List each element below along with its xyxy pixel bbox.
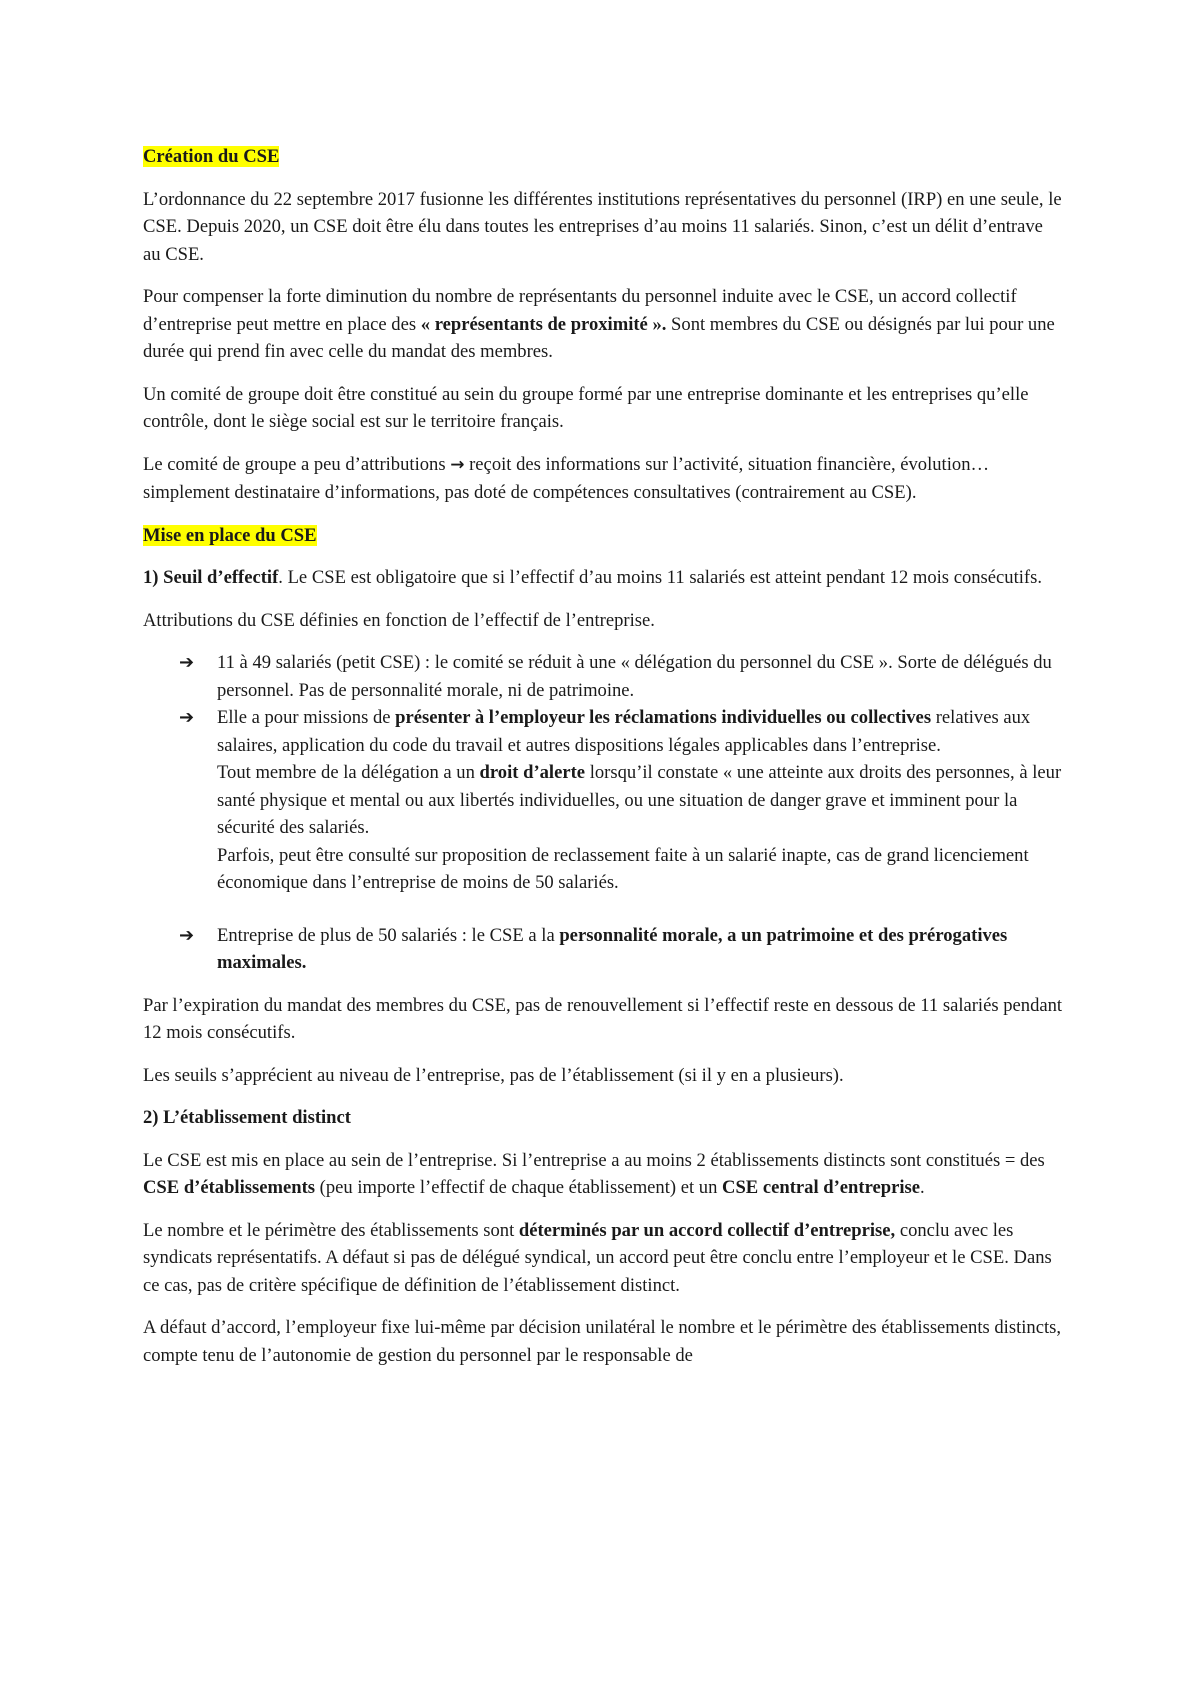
- list-item-text: [217, 704, 1063, 759]
- subheading-etablissement: 2) L’établissement distinct: [143, 1107, 351, 1128]
- paragraph-attributions: Attributions du CSE définies en fonction de l’effectif de l’entreprise.: [143, 609, 655, 631]
- text-run: Le CSE est mis en place au sein de l’entreprise. Si l’entreprise a au moins 2 établissements distincts sont constitués = des: [143, 1149, 1045, 1171]
- text-run: Sont membres du CSE ou désignés par lui pour une durée qui prend fin avec celle du mandat des membres.: [143, 313, 1055, 362]
- text-run: . Le CSE est obligatoire que si l’effectif d’au moins 11 salariés est atteint pendant 12 mois consécutifs.: [278, 567, 1042, 588]
- heading-highlight: Mise en place du CSE: [143, 524, 317, 546]
- bold-run: CSE d’établissements: [143, 1177, 316, 1198]
- text-run: Tout membre de la délégation a un: [217, 762, 480, 783]
- heading-highlight: Création du CSE: [143, 146, 280, 167]
- text-run: Entreprise de plus de 50 salariés : le CSE a la: [217, 924, 560, 946]
- bold-run: présenter à l’employeur les réclamations individuelles ou collectives: [395, 707, 932, 728]
- paragraph-representants-proximite: [143, 283, 1063, 366]
- paragraph-attributions-groupe: [143, 451, 1063, 507]
- list-item: [143, 704, 1063, 897]
- arrow-bullet-icon: ➔: [179, 924, 195, 946]
- paragraph-expiration-mandat: Par l’expiration du mandat des membres du CSE, pas de renouvellement si l’effectif reste en dessous de 11 salariés pendant 12 mois consécutifs.: [143, 994, 1063, 1043]
- text-run: relatives aux salaires, application du code du travail et autres dispositions légales applicables dans l’entreprise.: [217, 707, 1031, 756]
- subheading-seuil: 1) Seuil d’effectif: [143, 567, 279, 588]
- arrow-bullet-list: [143, 649, 1063, 977]
- list-item-text: [217, 925, 1007, 974]
- bold-run: personnalité morale, a un patrimoine et des prérogatives maximales.: [217, 924, 1008, 973]
- text-run: Le comité de groupe a peu d’attributions: [143, 453, 451, 475]
- section-heading-mise-en-place: [143, 522, 1063, 550]
- bold-run: « représentants de proximité ».: [420, 313, 667, 335]
- bold-run: CSE central d’entreprise: [722, 1177, 920, 1198]
- paragraph-seuil-effectif: [143, 564, 1063, 592]
- text-run: reçoit des informations sur l’activité, situation financière, évolution… simplement destinataire d’informations, pas doté de compétences consultatives (contrairement au CSE).: [143, 453, 990, 503]
- list-item-text: [217, 759, 1063, 842]
- text-run: conclu avec les syndicats représentatifs. A défaut si pas de délégué syndical, un accord peut être conclu entre l’employeur et le CSE. Dans ce cas, pas de critère spécifique de définition de l’établissement distinct.: [143, 1219, 1052, 1296]
- text-run: Pour compenser la forte diminution du nombre de représentants du personnel induite avec le CSE, un accord collectif d’entreprise peut mettre en place des: [143, 286, 1017, 335]
- text-run: .: [920, 1177, 925, 1198]
- bold-run: droit d’alerte: [479, 762, 586, 783]
- arrow-bullet-icon: ➔: [179, 652, 195, 673]
- paragraph-seuils: Les seuils s’apprécient au niveau de l’entreprise, pas de l’établissement (si il y en a plusieurs).: [143, 1064, 844, 1086]
- paragraph-subheading-etablissement: [143, 1104, 1063, 1132]
- paragraph-defaut-accord: A défaut d’accord, l’employeur fixe lui-même par décision unilatéral le nombre et le périmètre des établissements distincts, compte tenu de l’autonomie de gestion du personnel par le responsable de: [143, 1317, 1062, 1366]
- list-item-text: Parfois, peut être consulté sur proposition de reclassement faite à un salarié inapte, cas de grand licenciement économique dans l’entreprise de moins de 50 salariés.: [217, 844, 1029, 893]
- list-item: [143, 922, 1063, 977]
- arrow-bullet-icon: ➔: [179, 707, 195, 728]
- paragraph-ordonnance: L’ordonnance du 22 septembre 2017 fusionne les différentes institutions représentatives du personnel (IRP) en une seule, le CSE. Depuis 2020, un CSE doit être élu dans toutes les entreprises d’au moins 11 salariés. Sinon, c’est un délit d’entrave au CSE.: [143, 188, 1062, 265]
- arrow-right-icon: →: [450, 454, 465, 475]
- text-run: lorsqu’il constate « une atteinte aux droits des personnes, à leur santé physique et mental ou aux libertés individuelles, ou une situation de danger grave et imminent pour la sécurité des salariés.: [217, 762, 1062, 838]
- text-run: (peu importe l’effectif de chaque établissement) et un: [315, 1177, 723, 1198]
- text-run: Le nombre et le périmètre des établissements sont: [143, 1219, 519, 1241]
- list-item-text: 11 à 49 salariés (petit CSE) : le comité se réduit à une « délégation du personnel du CSE ». Sorte de délégués du personnel. Pas de personnalité morale, ni de patrimoine.: [217, 652, 1052, 701]
- section-heading-creation: [143, 143, 1063, 171]
- document-page: [143, 143, 1063, 1384]
- list-item: [143, 649, 1063, 704]
- paragraph-nombre-perimetre: [143, 1217, 1063, 1300]
- paragraph-cse-etablissements: [143, 1147, 1063, 1202]
- paragraph-comite-groupe: Un comité de groupe doit être constitué au sein du groupe formé par une entreprise dominante et les entreprises qu’elle contrôle, dont le siège social est sur le territoire français.: [143, 383, 1029, 432]
- bold-run: déterminés par un accord collectif d’entreprise,: [518, 1219, 896, 1241]
- text-run: Elle a pour missions de: [217, 707, 396, 728]
